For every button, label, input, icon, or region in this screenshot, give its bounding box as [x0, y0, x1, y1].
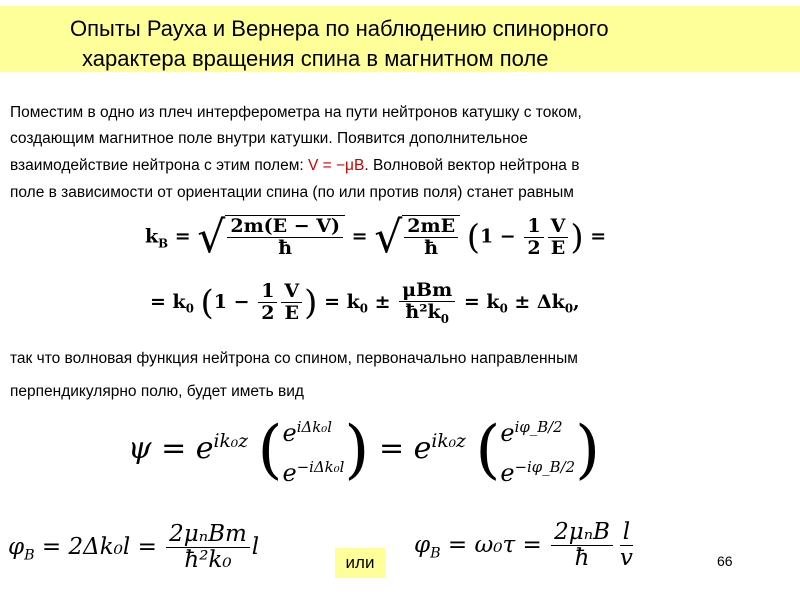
- fraction-l-v: [617, 520, 636, 572]
- numerator: V: [548, 216, 569, 238]
- equals-sign: =: [41, 533, 62, 560]
- two-delta-k0-l: 2Δk₀l: [68, 533, 131, 560]
- fraction-one-half: [524, 216, 543, 259]
- equals-sign: =: [447, 531, 468, 558]
- k0-symbol: k: [486, 290, 500, 313]
- exponent-ik0z: ik₀z: [213, 431, 248, 452]
- kb-symbol: k: [145, 225, 159, 248]
- denominator: E: [284, 302, 300, 325]
- formula-phase-2: [414, 520, 638, 572]
- equals-sign: =: [378, 431, 405, 466]
- numerator: l: [620, 520, 633, 546]
- spinor-top: [283, 410, 345, 450]
- equals-sign: =: [174, 225, 191, 248]
- paragraph-2-line-2: перпендикулярно полю, будет иметь вид: [10, 383, 304, 400]
- equals-sign: =: [522, 531, 542, 558]
- fraction-2mun-b: [551, 520, 613, 572]
- fraction-one-half: [258, 281, 277, 324]
- or-label: или: [335, 548, 385, 578]
- exponent-top: iΔk₀l: [296, 418, 332, 436]
- interaction-energy-formula: V = −μB: [308, 157, 365, 174]
- k0-symbol: k: [346, 290, 360, 313]
- spinor-top: [500, 410, 575, 450]
- left-big-paren: (: [475, 413, 501, 487]
- denominator: v: [619, 545, 633, 572]
- paragraph-1-line-3-post: . Волновой вектор нейтрона в: [364, 157, 580, 174]
- exponent-ik0z: ik₀z: [431, 431, 466, 452]
- sqrt-body: [402, 215, 460, 259]
- right-paren: ): [570, 217, 584, 258]
- paragraph-1-line-1: Поместим в одно из плеч интерферометра на пути нейтронов катушку с током,: [10, 104, 582, 121]
- paragraph-1-line-4: поле в зависимости от ориентации спина (по или против поля) станет равным: [10, 184, 574, 201]
- equals-sign: =: [351, 225, 368, 248]
- fraction-mubm: [399, 280, 455, 326]
- spinor-bottom: [500, 450, 575, 490]
- omega0-tau: ω₀τ: [474, 531, 516, 558]
- exponent-base: e: [282, 419, 297, 447]
- k0-subscript: 0: [185, 301, 194, 316]
- exponent-base: e: [413, 431, 432, 466]
- denominator: 2: [527, 237, 541, 259]
- paragraph-1-line-3: [10, 157, 579, 175]
- paragraph-1-line-2: создающим магнитное поле внутри катушки. Появится дополнительное: [10, 130, 528, 147]
- numerator: 2μₙBm: [166, 522, 250, 548]
- k0-symbol: k: [172, 290, 186, 313]
- fraction-2mun-bm: [166, 522, 250, 574]
- formula-kb-line-2: [150, 280, 580, 326]
- numerator: 2m(E − V): [227, 216, 343, 238]
- title-line-1: Опыты Рауха и Вернера по наблюдению спинорного: [70, 16, 609, 41]
- denominator: ħ²k₀: [184, 547, 232, 574]
- k0-subscript: 0: [359, 301, 368, 316]
- exponent-base: e: [195, 431, 214, 466]
- delta-k0: Δk: [536, 290, 565, 313]
- phi-symbol: φ: [414, 531, 431, 558]
- one-minus: 1 −: [479, 225, 516, 248]
- sqrt-sign: √: [374, 212, 403, 263]
- sqrt-body: [225, 215, 345, 259]
- exponent-bottom: −iφ_B/2: [514, 458, 576, 476]
- formula-wave-function: [128, 410, 600, 490]
- phi-symbol: φ: [8, 533, 25, 560]
- sqrt-sign: √: [197, 212, 226, 263]
- phi-subscript: B: [24, 547, 35, 564]
- k0-subscript: 0: [499, 301, 508, 316]
- fraction-2m-e-v: [227, 216, 343, 259]
- spinor-column-2: [500, 410, 575, 490]
- page-number: 66: [717, 553, 733, 569]
- spinor-bottom: [283, 450, 345, 490]
- exponent-base: e: [500, 459, 515, 487]
- paragraph-1-line-3-pre: взаимодействие нейтрона с этим полем:: [10, 157, 308, 174]
- right-big-paren: ): [575, 413, 601, 487]
- plus-minus-sign: ±: [374, 290, 391, 313]
- paragraph-2-line-1: так что волновая функция нейтрона со спином, первоначально направленным: [10, 350, 578, 367]
- title-line-2: характера вращения спина в магнитном поле: [82, 46, 549, 71]
- exponent-top: iφ_B/2: [514, 418, 563, 436]
- denominator: ħ: [424, 237, 439, 259]
- equals-sign: =: [137, 533, 157, 560]
- equals-sign: =: [150, 290, 166, 313]
- left-paren: (: [466, 217, 480, 258]
- right-big-paren: ): [344, 413, 370, 487]
- kb-subscript: B: [158, 236, 169, 251]
- formula-phase-1: [8, 522, 259, 574]
- numerator: 2μₙB: [551, 520, 613, 546]
- denominator: 2: [261, 302, 275, 325]
- numerator: 1: [524, 216, 543, 238]
- numerator: 1: [258, 281, 277, 303]
- exponent-bottom: −iΔk₀l: [296, 458, 345, 476]
- formula-kb-line-1: [145, 212, 606, 263]
- denominator-text: ħ²k: [405, 300, 441, 323]
- fraction-2me-hbar: [404, 216, 458, 259]
- equals-sign: =: [324, 290, 340, 313]
- exponent-base: e: [282, 459, 297, 487]
- plus-minus-sign: ±: [514, 290, 531, 313]
- denominator-subscript: 0: [440, 311, 449, 326]
- spinor-column-1: [283, 410, 345, 490]
- numerator: 2mE: [404, 216, 458, 238]
- equals-sign: =: [590, 225, 607, 248]
- left-paren: (: [200, 282, 214, 323]
- exponent-base: e: [500, 419, 515, 447]
- denominator: ħ: [574, 545, 590, 572]
- left-big-paren: (: [257, 413, 283, 487]
- denominator: [402, 302, 452, 326]
- comma: ,: [573, 290, 580, 313]
- denominator: E: [550, 237, 566, 259]
- equals-sign: =: [161, 431, 187, 466]
- numerator: μBm: [399, 280, 455, 302]
- psi-symbol: ψ: [128, 431, 152, 466]
- fraction-v-e: [548, 216, 569, 259]
- length-l: l: [251, 533, 260, 560]
- fraction-v-e: [281, 281, 302, 324]
- right-paren: ): [304, 282, 318, 323]
- denominator: ħ: [278, 237, 293, 259]
- phi-subscript: B: [430, 545, 441, 562]
- title-banner: [0, 6, 800, 72]
- equals-sign: =: [463, 290, 480, 313]
- one-minus: 1 −: [213, 290, 250, 313]
- delta-k0-subscript: 0: [564, 301, 574, 316]
- numerator: V: [281, 281, 302, 303]
